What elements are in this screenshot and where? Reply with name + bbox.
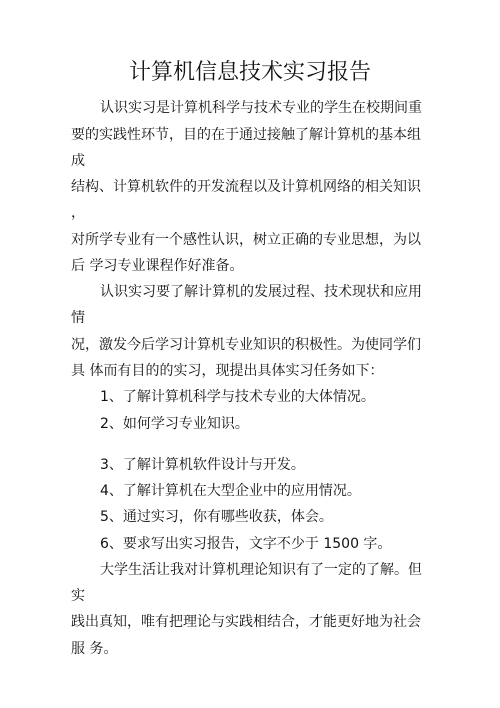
- paragraph-line: 对所学专业有一个感性认识，树立正确的专业思想，为以: [71, 232, 421, 248]
- list-item: 1、了解计算机科学与技术专业的大体情况。: [100, 389, 375, 405]
- list-item: 5、通过实习，你有哪些收获，体会。: [100, 509, 333, 525]
- paragraph-line: 实: [71, 588, 85, 604]
- document-title: 计算机信息技术实习报告: [128, 60, 371, 85]
- paragraph-line: 具 体而有目的的实习，现提出具体实习任务如下：: [71, 363, 384, 379]
- list-item: 3、了解计算机软件设计与开发。: [100, 457, 305, 473]
- paragraph-line: 情: [71, 310, 85, 326]
- paragraph-line: 大学生活让我对计算机理论知识有了一定的了解。但: [100, 562, 422, 578]
- paragraph-line: 况，激发今后学习计算机专业知识的积极性。为使同学们: [71, 337, 421, 353]
- paragraph-line: ，: [71, 205, 85, 221]
- paragraph-line: 成: [71, 153, 85, 169]
- list-item: 2、如何学习专业知识。: [100, 416, 249, 432]
- paragraph-line: 践出真知，唯有把理论与实践相结合，才能更好地为社会: [71, 614, 421, 630]
- list-item: 6、要求写出实习报告，文字不少于 1500 字。: [100, 536, 392, 552]
- paragraph-line: 后 学习专业课程作好准备。: [71, 258, 244, 274]
- paragraph-line: 认识实习要了解计算机的发展过程、技术现状和应用: [100, 284, 422, 300]
- paragraph-line: 认识实习是计算机科学与技术专业的学生在校期间重: [100, 100, 422, 116]
- list-item: 4、了解计算机在大型企业中的应用情况。: [100, 483, 361, 499]
- paragraph-line: 要的实践性环节，目的在于通过接触了解计算机的基本组: [71, 127, 421, 143]
- paragraph-line: 服 务。: [71, 641, 118, 657]
- paragraph-line: 结构、计算机软件的开发流程以及计算机网络的相关知识: [71, 179, 421, 195]
